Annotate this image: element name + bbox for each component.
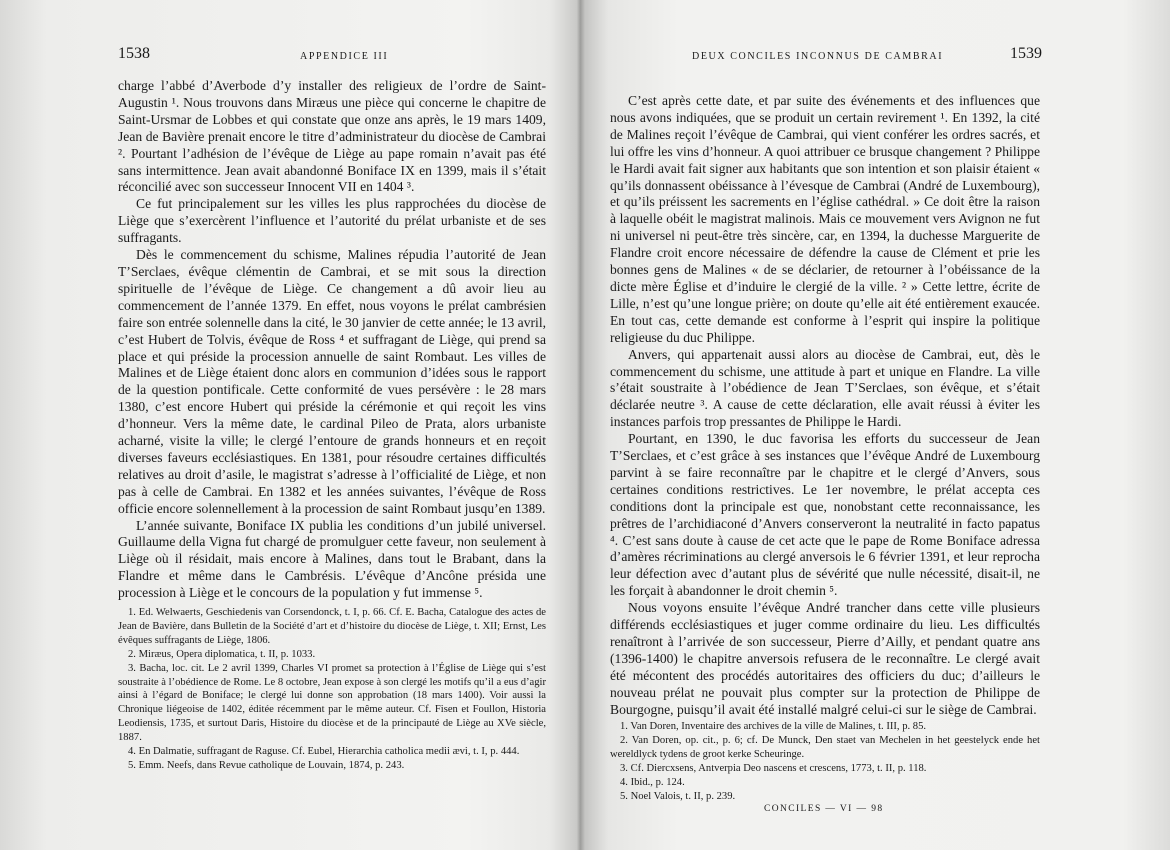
running-head: APPENDICE III	[300, 51, 389, 62]
page-number: 1539	[1010, 45, 1042, 62]
footnote: 3. Bacha, loc. cit. Le 2 avril 1399, Charles VI promet sa protection à l’Église de Liège qui s’est soustraite à l’obédience de Rome. Le 8 octobre, Jean expose à son clergé les motifs qu’il a eus d’agir ainsi à l’égard de Boniface; le clergé lui donne son approbation (18 mars 1400). Voir aussi la Chronique liégeoise de 1402, éditée récemment par le même auteur. Cf. Fisen et Foullon, Historia Leodiensis, 1735, et surtout Daris, Histoire du diocèse et de la principauté de Liège au XVe siècle, 1887.	[118, 662, 546, 744]
footnote: 5. Emm. Neefs, dans Revue catholique de Louvain, 1874, p. 243.	[128, 759, 405, 771]
footnote: 2. Miræus, Opera diplomatica, t. II, p. 1033.	[128, 648, 316, 660]
signature-line: CONCILES — VI — 98	[764, 804, 884, 814]
footnote: 1. Ed. Welwaerts, Geschiedenis van Corsendonck, t. I, p. 66. Cf. E. Bacha, Catalogue des actes de Jean de Bavière, dans Bulletin de la Société d’art et d’histoire du diocèse de Liège, t. XII; Ernst, Les évêques suffragants de Liège, 1806.	[118, 607, 546, 646]
running-head: DEUX CONCILES INCONNUS DE CAMBRAI	[692, 51, 944, 62]
footnote: 4. En Dalmatie, suffragant de Raguse. Cf. Eubel, Hierarchia catholica medii ævi, t. I, p. 444.	[128, 746, 520, 758]
footnotes	[610, 720, 1040, 803]
footnote: 5. Noel Valois, t. II, p. 239.	[620, 790, 736, 802]
footnote: 2. Van Doren, op. cit., p. 6; cf. De Munck, Den staet van Mechelen in het geestelyck ende het wereldlyck tydens de groot kerke Scheuringe.	[610, 734, 1040, 760]
paragraph: C’est après cette date, et par suite des événements et des influences que nous avons indiquées, que se produit un certain revirement ¹. En 1392, la cité de Malines reçoit l’évêque de Cambrai, qui vient conférer les ordres sacrés, et lui offre les vins d’honneur. A quoi attribuer ce brusque changement ? Philippe le Hardi avait fait signer aux habitants que son intention et son plaisir étaient « qu’ils donnassent obéissance à l’évesque de Cambrai (André de Luxembourg), et qu’ils préissent les sacrements en l’église cathédral. » Ce doit être la raison à laquelle obéit le magistrat malinois. Mais ce mouvement vers Avignon ne fut ni universel ni peut-être très sincère, car, en 1394, la duchesse Marguerite de Flandre croit encore nécessaire de défendre la cause de Clément et prie les bonnes gens de Malines « de se déclarier, de retourner à l’obéissance de la dicte mère Église et d’induire le clergié de la ville. ² » Cette lettre, écrite de Lille, n’est qu’une longue prière; on doute qu’elle ait été entièrement exaucée. En tout cas, cette demande est conforme à l’esprit qui inspire la politique religieuse du duc Philippe.	[610, 93, 1040, 345]
footnote: 1. Van Doren, Inventaire des archives de la ville de Malines, t. III, p. 85.	[620, 721, 927, 732]
paragraph: Ce fut principalement sur les villes les plus rapprochées du diocèse de Liège que s’exercèrent l’influence et l’autorité du prélat urbaniste et de ses suffragants.	[118, 196, 546, 246]
left-page	[0, 0, 578, 850]
right-page	[582, 0, 1170, 850]
body-text	[118, 78, 546, 602]
paragraph: charge l’abbé d’Averbode d’y installer des religieux de l’ordre de Saint-Augustin ¹. Nous trouvons dans Miræus une pièce qui concerne le chapitre de Saint-Ursmar de Lobbes et qui constate que onze ans après, le 19 mars 1409, Jean de Bavière prenait encore le titre d’administrateur du diocèse de Cambrai ². Pourtant l’adhésion de l’évêque de Liège au pape romain n’avait pas été sans intermittence. Jean avait abandonné Boniface IX en 1399, mais il s’était réconcilié avec son successeur Innocent VII en 1404 ³.	[118, 78, 546, 195]
body-text	[610, 93, 1040, 719]
paragraph: L’année suivante, Boniface IX publia les conditions d’un jubilé universel. Guillaume della Vigna fut chargé de promulguer cette faveur, non seulement à Liège où il résidait, mais encore à Malines, dans tout le Brabant, dans la Flandre et même dans le Cambrésis. L’évêque d’Ancône présida une procession à Liège et le concours de la population y fut immense ⁵.	[118, 517, 546, 601]
paragraph: Dès le commencement du schisme, Malines répudia l’autorité de Jean T’Serclaes, évêque clémentin de Cambrai, et se mit sous la direction spirituelle de l’évêque de Liège. Ce changement a dû avoir lieu au commencement de l’année 1379. En effet, nous voyons le prélat cambrésien faire son entrée solennelle dans la cité, le 30 janvier de cette année; le 13 avril, c’est Hubert de Tolvis, évêque de Ross ⁴ et suffragant de Liège, qui prend sa place et qui préside la procession annuelle de saint Rombaut. Les villes de Malines et de Liège étaient donc alors en communion d’idées sous le rapport de la question pontificale. Cette conformité de vues persévère : le 28 mars 1380, c’est encore Hubert qui préside la cérémonie et qui reçoit les vins d’honneur. Vers la même date, le cardinal Pileo de Prata, alors urbaniste acharné, visite la ville; le clergé l’entoure de grands honneurs et en reçoit diverses faveurs ecclésiastiques. En 1381, pour résoudre certaines difficultés relatives au droit d’asile, le magistrat s’adresse à l’officialité de Liège, et non pas à celle de Cambrai. En 1382 et les années suivantes, l’évêque de Ross officie encore solennellement à la procession de saint Rombaut jusqu’en 1389.	[118, 247, 546, 516]
footnote: 4. Ibid., p. 124.	[620, 776, 685, 788]
paragraph: Anvers, qui appartenait aussi alors au diocèse de Cambrai, eut, dès le commencement du schisme, une attitude à part et unique en Flandre. La ville s’était soustraite à l’obédience de Jean T’Serclaes, son évêque, et s’était déclarée neutre ³. A cause de cette déclaration, elle avait réussi à éviter les instances parfois trop pressantes de Philippe le Hardi.	[610, 346, 1040, 430]
footnote: 3. Cf. Diercxsens, Antverpia Deo nascens et crescens, 1773, t. II, p. 118.	[620, 762, 927, 774]
paragraph: Nous voyons ensuite l’évêque André trancher dans cette ville plusieurs différends ecclésiastiques et juger comme ordinaire du lieu. Les difficultés renaîtront à l’arrivée de son successeur, Pierre d’Ailly, et pendant quatre ans (1396-1400) le chapitre anversois refusera de le reconnaître. Le clergé avait été mécontent des procédés autoritaires des officiers du duc; d’ailleurs le nouveau prélat ne pouvait plus compter sur la protection de Philippe de Bourgogne, puisqu’il avait été installé malgré celui-ci sur le siège de Cambrai.	[610, 600, 1040, 717]
paragraph: Pourtant, en 1390, le duc favorisa les efforts du successeur de Jean T’Serclaes, et c’est grâce à ses instances que l’évêque André de Luxembourg parvint à se faire reconnaître par le chapitre et le clergé d’Anvers, sous certaines conditions restrictives. Le 1er novembre, le prélat accepta ces conditions dont la principale est que, nonobstant cette reconnaissance, les prêtres de l’archidiaconé d’Anvers conserveront la neutralité in facto papatus ⁴. C’est sans doute à cause de cet acte que le pape de Rome Boniface adressa d’amères récriminations au clergé anversois le 6 février 1391, et leur reprocha leur défection avec d’autant plus de sévérité que nulle nécessité, disait-il, ne les forçait à abandonner le droit chemin ⁵.	[610, 431, 1040, 599]
footnotes	[118, 606, 546, 773]
page-number: 1538	[118, 45, 150, 62]
